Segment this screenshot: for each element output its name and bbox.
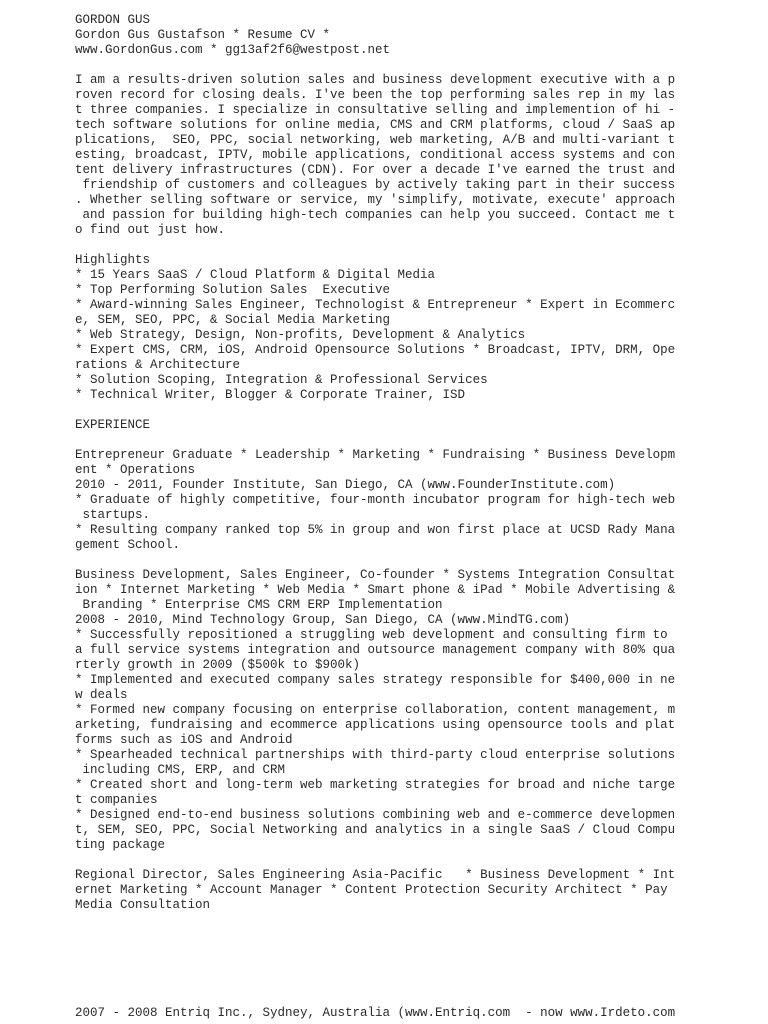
summary-line: t three companies. I specialize in consultative selling and implemention of hi -: [75, 103, 676, 117]
job-line: * Resulting company ranked top 5% in group and won first place at UCSD Rady Mana: [75, 523, 676, 537]
job-line: ting package: [75, 838, 166, 852]
highlight-item: * Top Performing Solution Sales Executive: [75, 283, 391, 297]
job-line: w deals: [75, 688, 128, 702]
job-entry: [75, 868, 755, 913]
job-line: arketing, fundraising and ecommerce applications using opensource tools and plat: [75, 718, 676, 732]
job-line: a full service systems integration and outsource management company with 80% qua: [75, 643, 676, 657]
summary-line: . Whether selling software or service, my 'simplify, motivate, execute' approach: [75, 193, 676, 207]
resume-page: [75, 13, 755, 913]
resume-name: GORDON GUS: [75, 13, 151, 27]
highlight-item: rations & Architecture: [75, 358, 241, 372]
summary-line: tent delivery infrastructures (CDN). For over a decade I've earned the trust and: [75, 163, 676, 177]
highlights-list: [75, 268, 755, 403]
job-line: * Formed new company focusing on enterprise collaboration, content management, m: [75, 703, 676, 717]
job-line: forms such as iOS and Android: [75, 733, 293, 747]
job-line: Business Development, Sales Engineer, Co-founder * Systems Integration Consultat: [75, 568, 676, 582]
job-entry: [75, 568, 755, 853]
job-line: * Graduate of highly competitive, four-month incubator program for high-tech web: [75, 493, 676, 507]
highlights-heading: Highlights: [75, 253, 151, 267]
job-line: * Created short and long-term web marketing strategies for broad and niche targe: [75, 778, 676, 792]
summary-line: tech software solutions for online media, CMS and CRM platforms, cloud / SaaS ap: [75, 118, 676, 132]
job-line: 2010 - 2011, Founder Institute, San Diego, CA (www.FounderInstitute.com): [75, 478, 616, 492]
summary-line: o find out just how.: [75, 223, 226, 237]
job-entry: [75, 448, 755, 553]
job-line: Entrepreneur Graduate * Leadership * Marketing * Fundraising * Business Developm: [75, 448, 676, 462]
job-line: Media Consultation: [75, 898, 211, 912]
summary-line: roven record for closing deals. I've been the top performing sales rep in my las: [75, 88, 676, 102]
footer-line: 2007 - 2008 Entriq Inc., Sydney, Australia (www.Entriq.com - now www.Irdeto.com: [75, 1006, 676, 1020]
job-line: Branding * Enterprise CMS CRM ERP Implementation: [75, 598, 443, 612]
job-line: t, SEM, SEO, PPC, Social Networking and analytics in a single SaaS / Cloud Compu: [75, 823, 676, 837]
highlight-item: * Technical Writer, Blogger & Corporate Trainer, ISD: [75, 388, 466, 402]
job-line: gement School.: [75, 538, 181, 552]
job-line: ent * Operations: [75, 463, 196, 477]
job-line: startups.: [75, 508, 151, 522]
highlight-item: e, SEM, SEO, PPC, & Social Media Marketing: [75, 313, 391, 327]
highlight-item: * Web Strategy, Design, Non-profits, Development & Analytics: [75, 328, 526, 342]
summary-line: and passion for building high-tech companies can help you succeed. Contact me t: [75, 208, 676, 222]
highlight-item: * 15 Years SaaS / Cloud Platform & Digital Media: [75, 268, 436, 282]
job-line: rterly growth in 2009 ($500k to $900k): [75, 658, 361, 672]
resume-title-line: Gordon Gus Gustafson * Resume CV *: [75, 28, 331, 42]
summary-line: esting, broadcast, IPTV, mobile applications, conditional access systems and con: [75, 148, 676, 162]
job-line: 2008 - 2010, Mind Technology Group, San Diego, CA (www.MindTG.com): [75, 613, 571, 627]
job-line: ernet Marketing * Account Manager * Content Protection Security Architect * Pay: [75, 883, 668, 897]
contact-line: www.GordonGus.com * gg13af2f6@westpost.net: [75, 43, 391, 57]
experience-list: [75, 448, 755, 913]
job-line: Regional Director, Sales Engineering Asia-Pacific * Business Development * Int: [75, 868, 676, 882]
job-line: * Implemented and executed company sales strategy responsible for $400,000 in ne: [75, 673, 676, 687]
job-line: t companies: [75, 793, 158, 807]
job-line: * Spearheaded technical partnerships with third-party cloud enterprise solutions: [75, 748, 676, 762]
job-line: * Designed end-to-end business solutions combining web and e-commerce developmen: [75, 808, 676, 822]
highlight-item: * Award-winning Sales Engineer, Technologist & Entrepreneur * Expert in Ecommerc: [75, 298, 676, 312]
job-line: * Successfully repositioned a struggling web development and consulting firm to: [75, 628, 668, 642]
summary-line: I am a results-driven solution sales and business development executive with a p: [75, 73, 676, 87]
summary-paragraph: [75, 73, 755, 238]
highlight-item: * Solution Scoping, Integration & Professional Services: [75, 373, 488, 387]
summary-line: friendship of customers and colleagues by actively taking part in their success: [75, 178, 676, 192]
highlight-item: * Expert CMS, CRM, iOS, Android Opensource Solutions * Broadcast, IPTV, DRM, Ope: [75, 343, 676, 357]
job-line: ion * Internet Marketing * Web Media * Smart phone & iPad * Mobile Advertising &: [75, 583, 676, 597]
job-line: including CMS, ERP, and CRM: [75, 763, 286, 777]
summary-line: plications, SEO, PPC, social networking, web marketing, A/B and multi-variant t: [75, 133, 676, 147]
experience-heading: EXPERIENCE: [75, 418, 151, 432]
